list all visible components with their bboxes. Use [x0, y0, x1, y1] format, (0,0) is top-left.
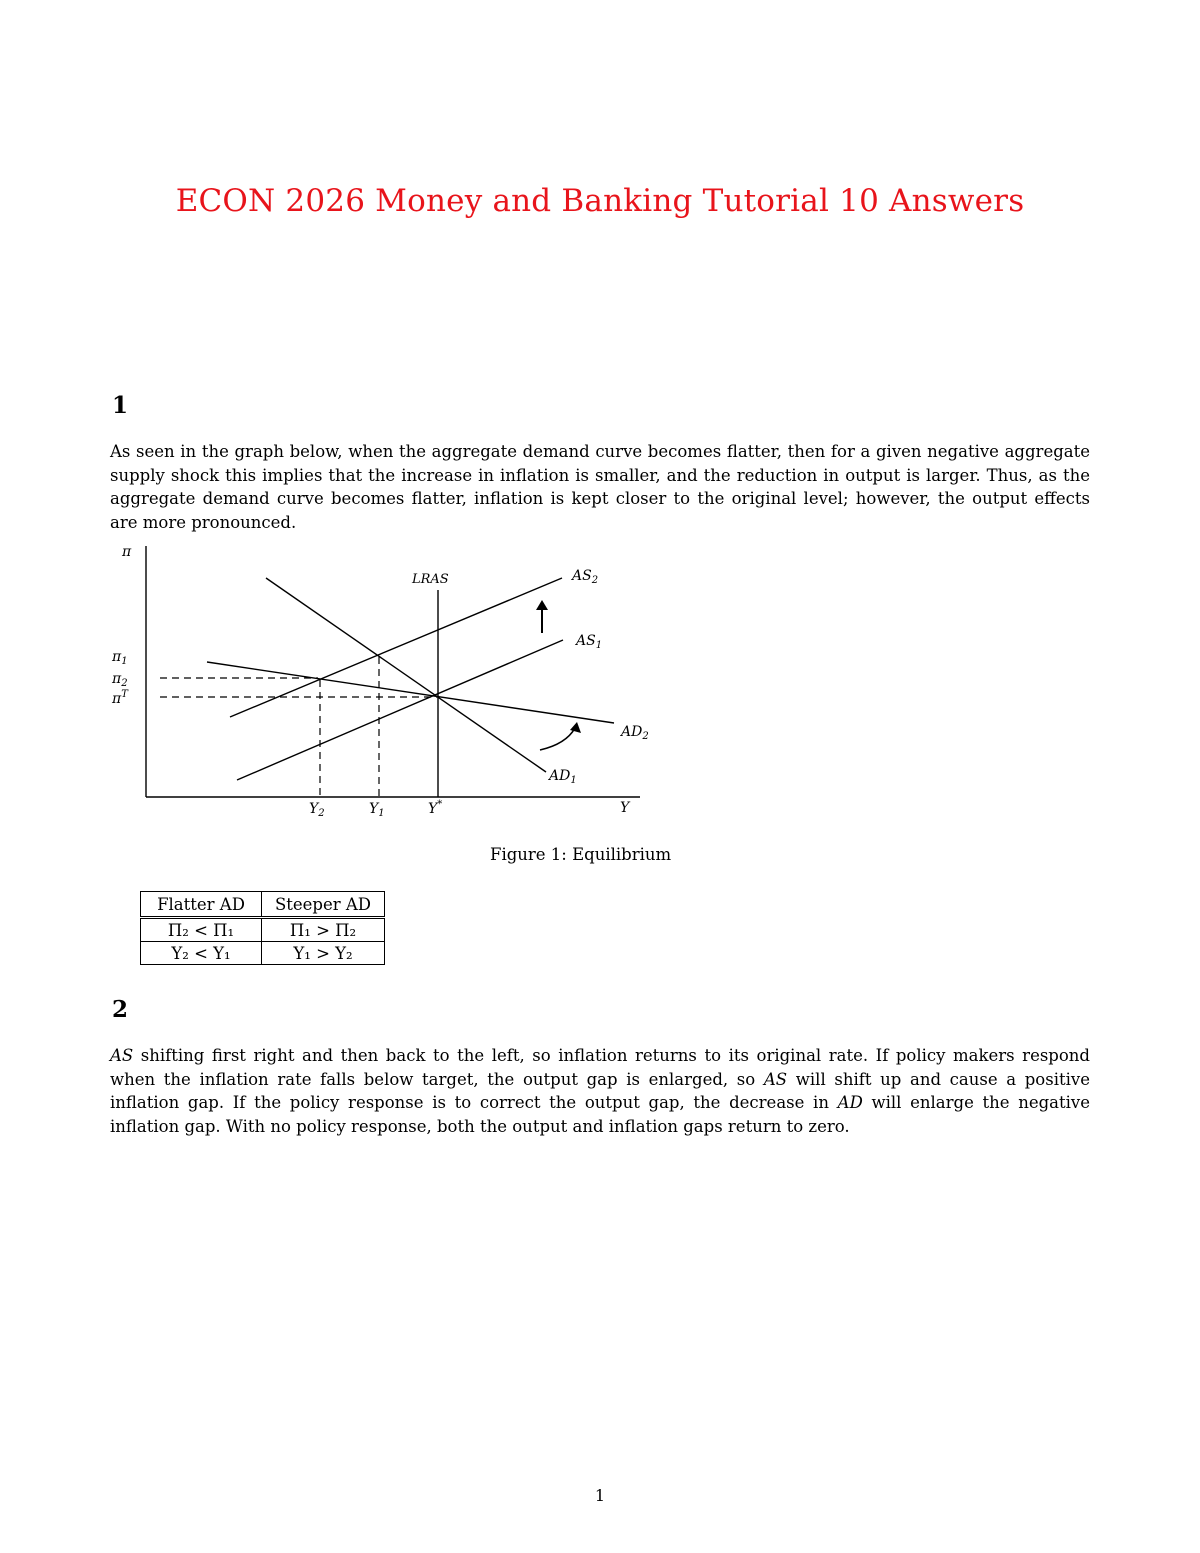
- x-axis-label: Y: [620, 800, 630, 816]
- section-1-number: 1: [112, 392, 129, 419]
- term-ad: AD: [837, 1093, 863, 1112]
- ad1-label: $AD_1$: [549, 768, 577, 786]
- rotation-arrow: [540, 728, 575, 750]
- y1-label: $Y_1$: [369, 801, 385, 819]
- ad2-label: $AD_2$: [621, 724, 649, 742]
- pi1-label: $\pi_1$: [112, 649, 128, 667]
- y-axis-label: π: [122, 544, 132, 560]
- as2-label: $AS_2$: [572, 568, 599, 586]
- comparison-table: [140, 891, 385, 965]
- term-as: AS: [763, 1069, 788, 1089]
- ad-as-diagram: [100, 538, 700, 823]
- table-cell: Y₁ > Y₂: [262, 942, 385, 965]
- y2-label: $Y_2$: [309, 801, 325, 819]
- section-1-paragraph: As seen in the graph below, when the aggregate demand curve becomes flatter, then for a given negative aggregate supply shock this implies that the increase in inflation is smaller, and the reduction in output is larger. Thus, as the aggregate demand curve becomes flatter, inflation is kept closer to the original level; however, the output effects are more pronounced.: [110, 442, 1090, 532]
- rotation-arrow-head: [570, 722, 581, 733]
- table-cell: Π₁ > Π₂: [262, 918, 385, 942]
- document-title: ECON 2026 Money and Banking Tutorial 10 Answers: [175, 183, 1025, 219]
- figure-caption: Figure 1: Equilibrium: [490, 845, 672, 864]
- ad2-line: [207, 662, 614, 723]
- term-as: AS: [110, 1046, 134, 1065]
- table-header-row: [141, 892, 385, 918]
- piT-label: $\pi^T$: [112, 689, 128, 707]
- ystar-label: Y*: [428, 799, 443, 817]
- table-header-cell: Steeper AD: [262, 892, 385, 918]
- table-header-cell: Flatter AD: [141, 892, 262, 918]
- shift-up-arrow-head: [536, 600, 548, 610]
- table-cell: Π₂ < Π₁: [141, 918, 262, 942]
- lras-label: LRAS: [412, 572, 449, 587]
- as2-line: [230, 578, 562, 717]
- page-number: 1: [594, 1486, 606, 1505]
- as1-label: $AS_1$: [576, 633, 603, 651]
- pi2-label: $\pi_2$: [112, 671, 128, 689]
- section-2-number: 2: [112, 996, 129, 1023]
- table-row: [141, 942, 385, 965]
- ad1-line: [266, 578, 546, 772]
- table-cell: Y₂ < Y₁: [141, 942, 262, 965]
- table-row: [141, 918, 385, 942]
- as1-line: [237, 640, 563, 780]
- section-2-paragraph: AS shifting first right and then back to the left, so inflation returns to its original rate. If policy makers respond when the inflation rate falls below target, the output gap is enlarged, so AS will shift up and cause a positive inflation gap. If the policy response is to correct the output gap, the decrease in AD will enlarge the negative inflation gap. With no policy response, both the output and inflation gaps return to zero.: [110, 1046, 1090, 1136]
